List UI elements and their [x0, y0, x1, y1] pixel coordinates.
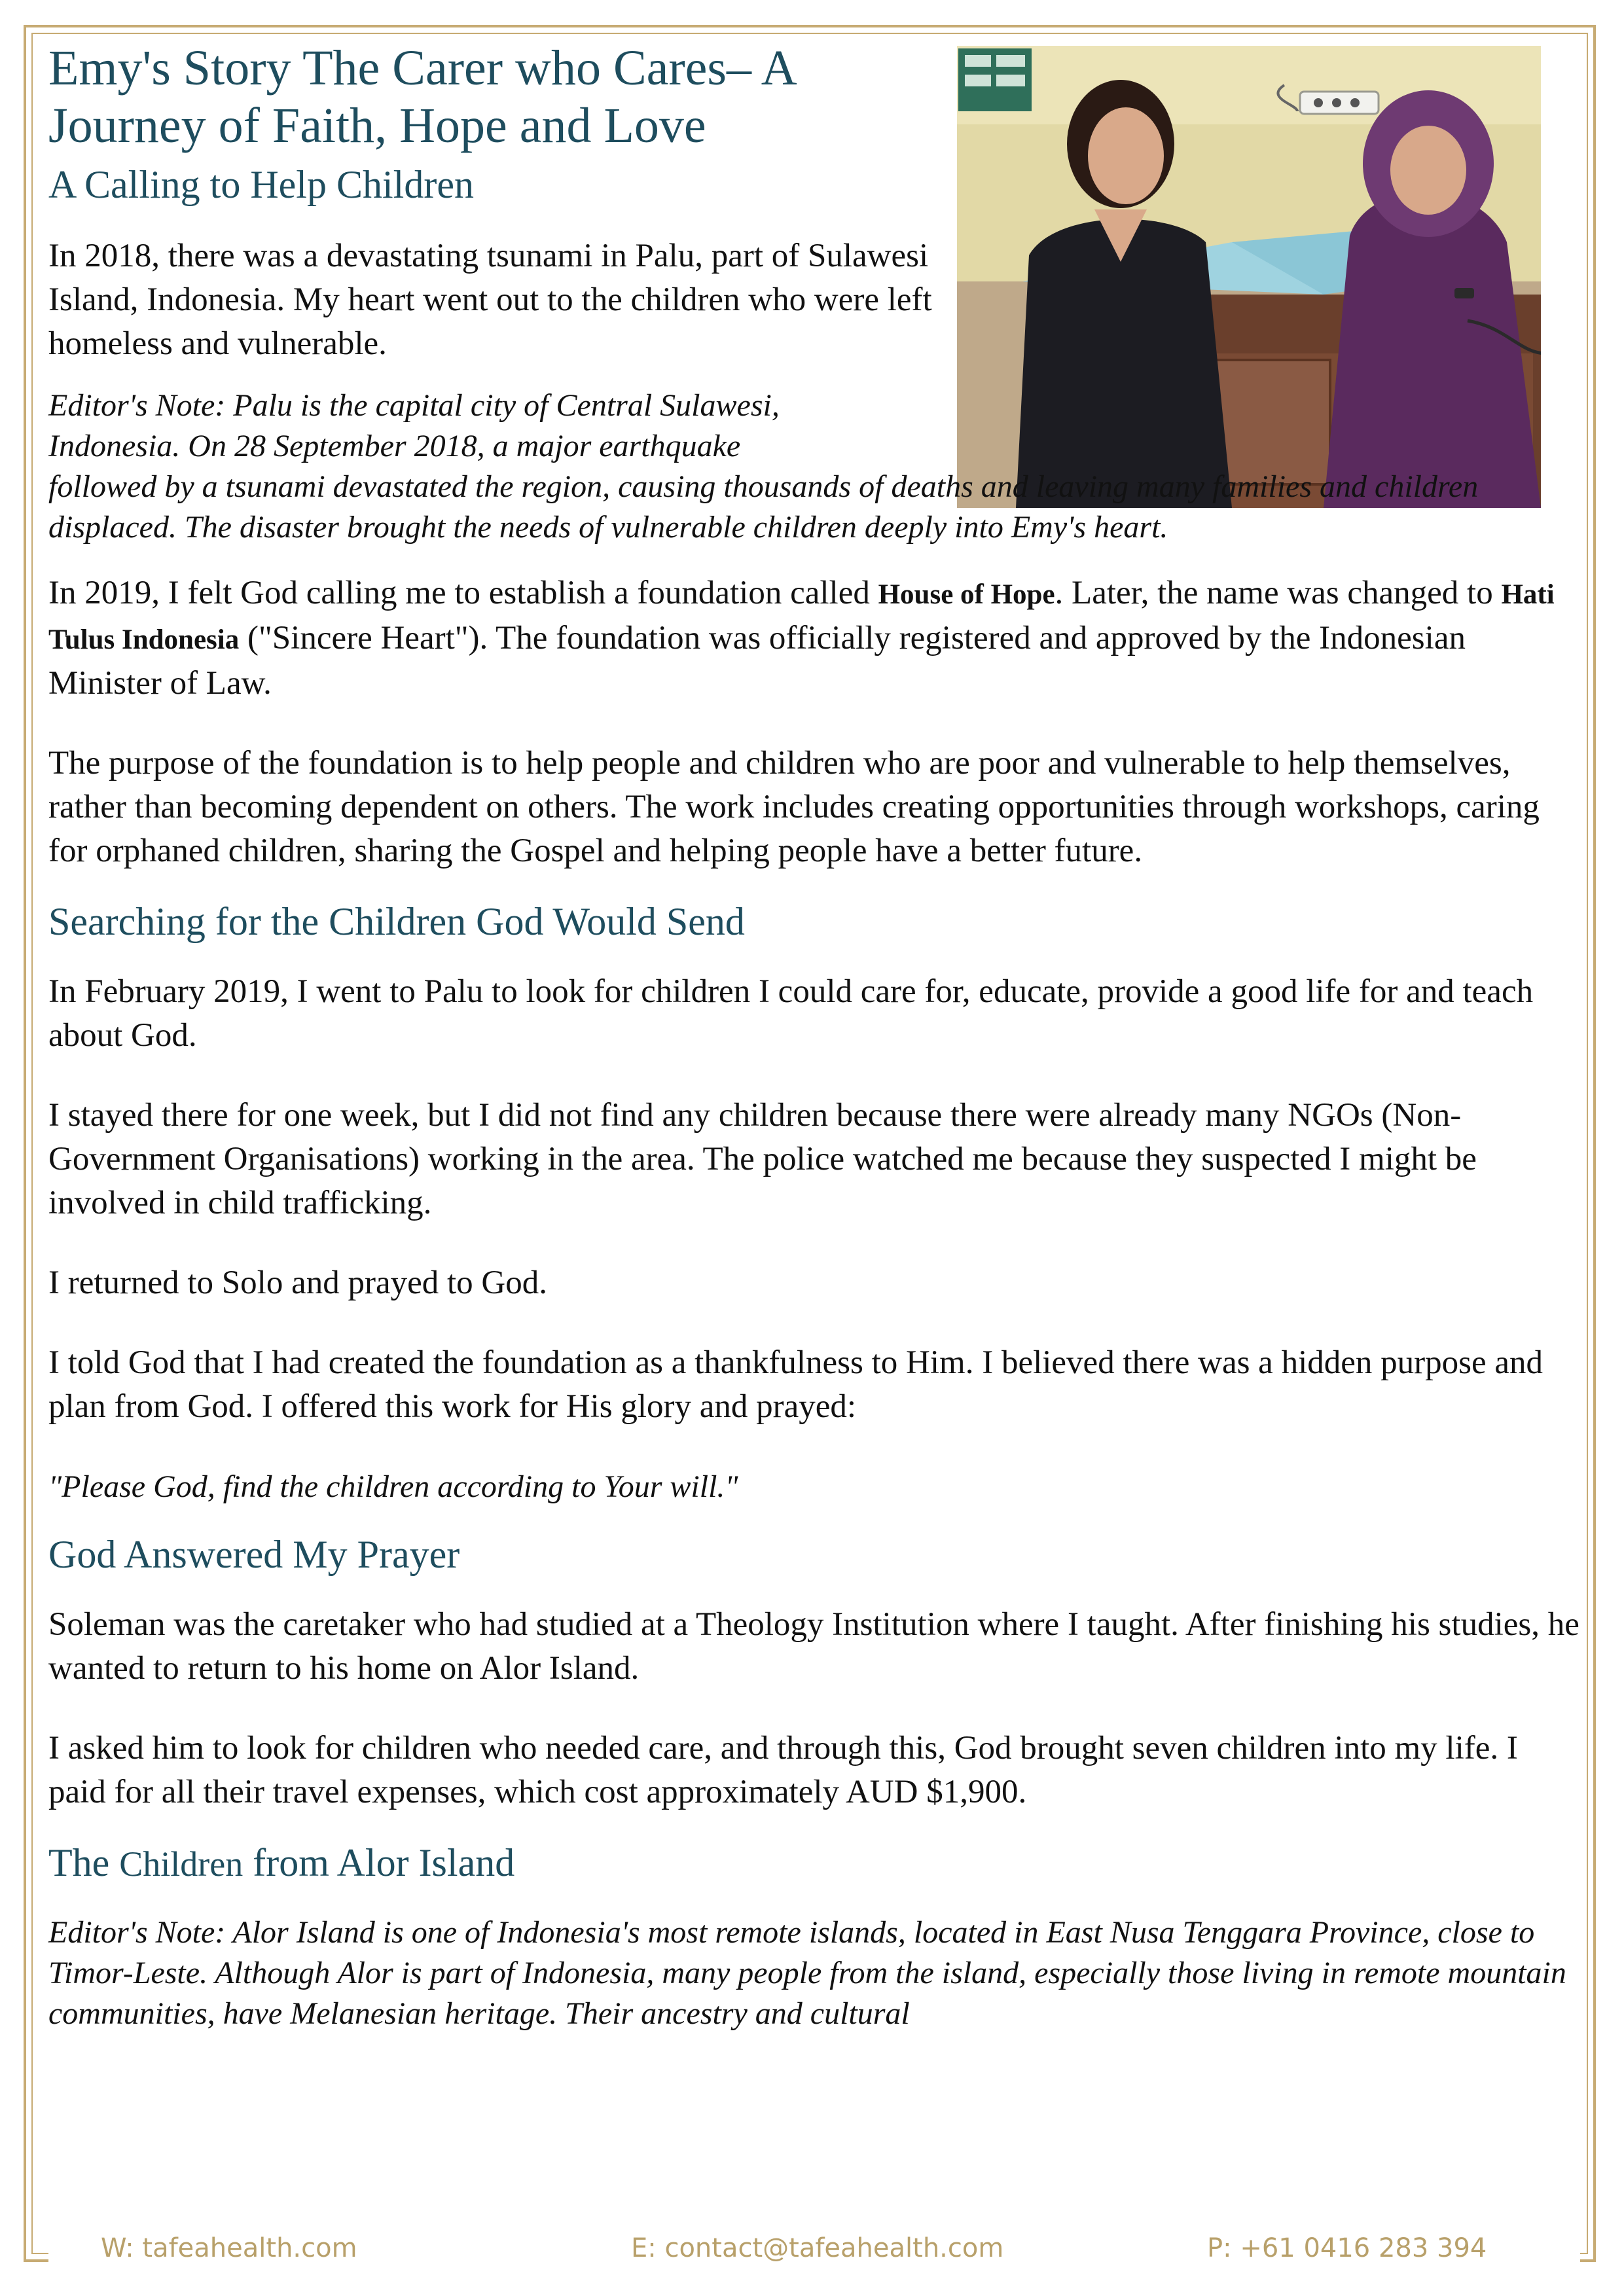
footer-phone: P: +61 0416 283 394 — [1207, 2233, 1487, 2263]
paragraph: In 2018, there was a devastating tsunami in Palu, part of Sulawesi Island, Indonesia. My heart went out to the children who were left homeless and vulnerable. — [48, 238, 932, 362]
paragraph: In February 2019, I went to Palu to look for children I could care for, educate, provide a good life for and teach about God. — [48, 973, 1534, 1054]
paragraph-text: ("Sincere Heart"). The foundation was officially registered and approved by the Indonesian Minister of Law. — [48, 620, 1466, 702]
editors-note — [48, 386, 1580, 548]
heading-text: Children — [119, 1844, 244, 1884]
editors-note: Editor's Note: Alor Island is one of Indonesia's most remote islands, located in East Nusa Tenggara Province, close to Timor-Leste. Although Alor is part of Indonesia, many people from the island, especially those living in remote mountain communities, have Melanesian heritage. Their ancestry and cultural — [48, 1915, 1566, 2031]
paragraph: The purpose of the foundation is to help people and children who are poor and vulnerable to help themselves, rather than becoming dependent on others. The work includes creating opportunities through workshops, caring for orphaned children, sharing the Gospel and helping people have a better future. — [48, 745, 1540, 869]
footer-email: E: contact@tafeahealth.com — [631, 2233, 1004, 2263]
note-text: followed by a tsunami devastated the region, causing thousands of deaths and leaving many families and children displaced. The disaster brought the needs of vulnerable children deeply into Emy's heart. — [48, 469, 1479, 545]
note-text: Editor's Note: Palu is the capital city of Central Sulawesi, — [48, 388, 780, 423]
section-heading: God Answered My Prayer — [48, 1533, 460, 1576]
paragraph — [48, 571, 1580, 706]
prayer-quote: "Please God, find the children according to Your will." — [48, 1469, 738, 1504]
heading-text: The — [48, 1841, 120, 1884]
footer-website: W: tafeahealth.com — [101, 2233, 357, 2263]
paragraph-text: . Later, the name was changed to — [1055, 575, 1502, 611]
heading-text: from Alor Island — [243, 1841, 515, 1884]
paragraph: Soleman was the caretaker who had studied at a Theology Institution where I taught. After finishing his studies, he wanted to return to his home on Alor Island. — [48, 1606, 1579, 1687]
paragraph: I told God that I had created the foundation as a thankfulness to Him. I believed there was a hidden purpose and plan from God. I offered this work for His glory and prayed: — [48, 1344, 1543, 1425]
paragraph: I returned to Solo and prayed to God. — [48, 1265, 547, 1301]
foundation-name: Hati Tulus Indonesia — [48, 579, 1555, 655]
section-heading: Searching for the Children God Would Send — [48, 900, 745, 943]
paragraph: I stayed there for one week, but I did not find any children because there were already many NGOs (Non-Government Organisations) working in the area. The police watched me because they suspected I might be involved in child trafficking. — [48, 1097, 1477, 1221]
article — [48, 37, 1580, 2034]
foundation-name: House of Hope — [878, 579, 1055, 610]
paragraph-text: In 2019, I felt God calling me to establish a foundation called — [48, 575, 878, 611]
page-title: Emy's Story The Carer who Cares– A Journey of Faith, Hope and Love — [48, 41, 795, 153]
paragraph: I asked him to look for children who needed care, and through this, God brought seven children into my life. I paid for all their travel expenses, which cost approximately AUD $1,900. — [48, 1730, 1518, 1810]
section-heading: A Calling to Help Children — [48, 163, 474, 206]
section-heading — [48, 1839, 1580, 1888]
page-footer — [48, 2233, 1580, 2279]
note-text: Indonesia. On 28 September 2018, a major earthquake — [48, 429, 741, 463]
